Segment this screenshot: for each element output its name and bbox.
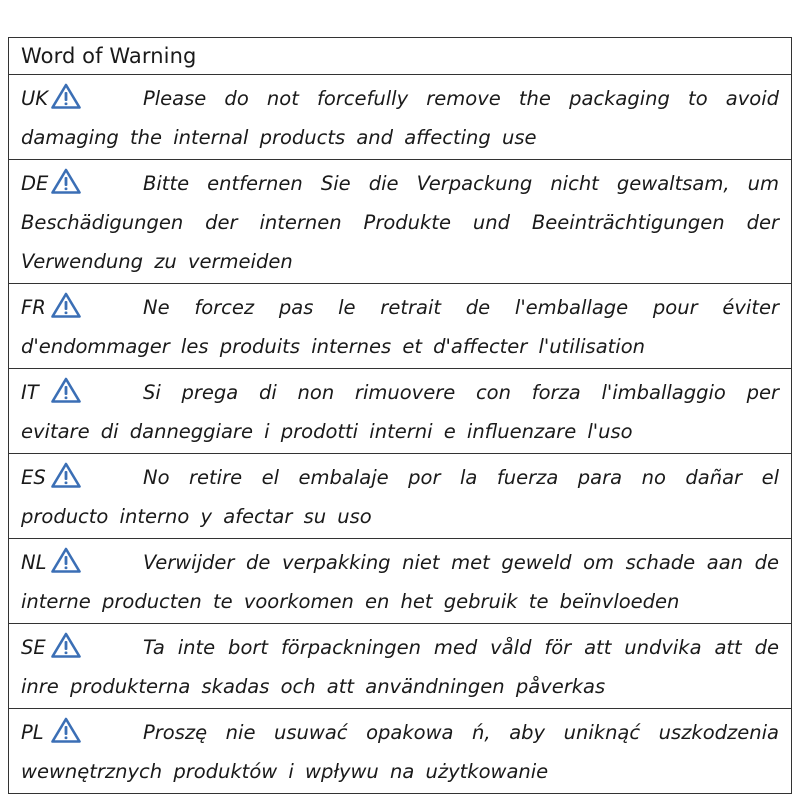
warning-text: No retire el embalaje por la fuerza para no dañar el producto interno y afectar su uso <box>21 466 779 528</box>
warning-triangle-icon <box>51 632 81 658</box>
warning-text: Si prega di non rimuovere con forza l'imballaggio per evitare di danneggiare i prodotti interni e influenzare l'uso <box>21 381 779 443</box>
warning-text: Ne forcez pas le retrait de l'emballage pour éviter d'endommager les produits internes et d'affecter l'utilisation <box>21 296 779 358</box>
warning-text: Please do not forcefully remove the packaging to avoid damaging the internal products and affecting use <box>21 87 779 149</box>
warning-text: Verwijder de verpakking niet met geweld om schade aan de interne producten te voorkomen en het gebruik te beïnvloeden <box>21 551 779 613</box>
warning-triangle-icon <box>51 83 81 109</box>
warning-row-pl <box>9 709 791 793</box>
warning-text: Bitte entfernen Sie die Verpackung nicht gewaltsam, um Beschädigungen der internen Produkte und Beeinträchtigungen der Verwendung zu vermeiden <box>21 172 779 273</box>
warning-row-de <box>9 160 791 284</box>
language-code: UK <box>21 87 49 110</box>
warning-triangle-icon <box>51 462 81 488</box>
warning-triangle-icon <box>51 377 81 403</box>
language-code: PL <box>21 721 44 744</box>
warning-row-se <box>9 624 791 709</box>
warning-row-fr <box>9 284 791 369</box>
language-code: ES <box>21 466 46 489</box>
warning-row-uk <box>9 75 791 160</box>
table-title: Word of Warning <box>9 38 791 75</box>
warning-table <box>8 37 792 794</box>
warning-text: Proszę nie usuwać opakowa ń, aby uniknąć uszkodzenia wewnętrznych produktów i wpływu na użytkowanie <box>21 721 779 783</box>
language-code: FR <box>21 296 46 319</box>
warning-row-es <box>9 454 791 539</box>
warning-triangle-icon <box>51 292 81 318</box>
language-code: IT <box>21 381 39 404</box>
warning-row-nl <box>9 539 791 624</box>
language-code: NL <box>21 551 47 574</box>
language-code: SE <box>21 636 46 659</box>
warning-triangle-icon <box>51 547 81 573</box>
warning-triangle-icon <box>51 717 81 743</box>
warning-triangle-icon <box>51 168 81 194</box>
warning-row-it <box>9 369 791 454</box>
language-code: DE <box>21 172 49 195</box>
warning-text: Ta inte bort förpackningen med våld för att undvika att de inre produkterna skadas och att användningen påverkas <box>21 636 779 698</box>
